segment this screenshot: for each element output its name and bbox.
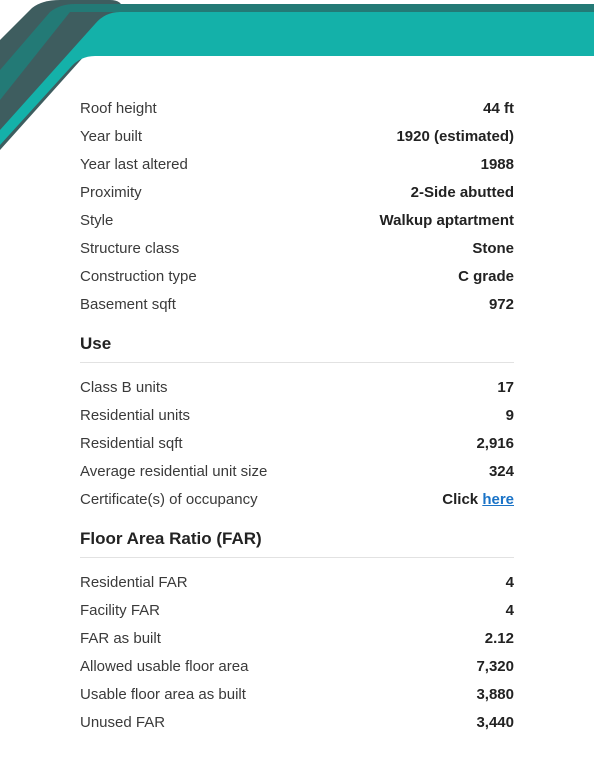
row-label: Residential sqft xyxy=(80,434,183,452)
row-label: Unused FAR xyxy=(80,713,166,731)
row-label: Residential FAR xyxy=(80,573,188,591)
row-label: Certificate(s) of occupancy xyxy=(80,490,258,508)
detail-row-basement-sqft xyxy=(80,290,514,318)
row-label: Residential units xyxy=(80,406,191,424)
detail-row-unused-far xyxy=(80,708,514,736)
detail-row-residential-sqft xyxy=(80,429,514,457)
row-label: Basement sqft xyxy=(80,295,176,313)
row-label: Construction type xyxy=(80,267,197,285)
detail-row-year-last-altered xyxy=(80,150,514,178)
row-label: Roof height xyxy=(80,99,157,117)
use-details-list xyxy=(80,373,514,513)
row-value: 2.12 xyxy=(484,629,514,647)
row-value: 9 xyxy=(505,406,514,424)
building-details-list xyxy=(80,94,514,318)
row-value: Stone xyxy=(472,239,514,257)
click-prefix-text: Click xyxy=(442,490,483,508)
row-value: 972 xyxy=(488,295,514,313)
row-value: 44 ft xyxy=(483,99,514,117)
detail-row-far-as-built xyxy=(80,624,514,652)
detail-row-roof-height xyxy=(80,94,514,122)
row-label: Facility FAR xyxy=(80,601,161,619)
detail-row-facility-far xyxy=(80,596,514,624)
detail-row-class-b-units xyxy=(80,373,514,401)
row-label: Structure class xyxy=(80,239,180,257)
certificate-link[interactable]: here xyxy=(482,490,514,508)
row-value xyxy=(442,491,514,508)
section-title-use: Use xyxy=(80,334,514,363)
row-value: 2,916 xyxy=(476,434,514,452)
property-details xyxy=(80,94,514,736)
row-value: 324 xyxy=(488,462,514,480)
row-value: 1988 xyxy=(480,155,514,173)
row-label: Class B units xyxy=(80,378,168,396)
row-value: 4 xyxy=(505,601,514,619)
detail-row-structure-class xyxy=(80,234,514,262)
row-value: 7,320 xyxy=(476,657,514,675)
row-value: 2-Side abutted xyxy=(410,183,514,201)
row-value: 17 xyxy=(497,378,514,396)
row-value: 1920 (estimated) xyxy=(396,127,514,145)
section-title-far: Floor Area Ratio (FAR) xyxy=(80,529,514,558)
row-label: Allowed usable floor area xyxy=(80,657,249,675)
detail-row-floor-area-as-built xyxy=(80,680,514,708)
detail-row-year-built xyxy=(80,122,514,150)
row-label: Usable floor area as built xyxy=(80,685,246,703)
row-label: Style xyxy=(80,211,114,229)
row-label: Proximity xyxy=(80,183,142,201)
row-value: Walkup aptartment xyxy=(379,211,514,229)
row-label: Average residential unit size xyxy=(80,462,268,480)
detail-row-style xyxy=(80,206,514,234)
row-value: 4 xyxy=(505,573,514,591)
detail-row-residential-far xyxy=(80,568,514,596)
far-details-list xyxy=(80,568,514,736)
row-label: Year last altered xyxy=(80,155,188,173)
row-value: C grade xyxy=(458,267,514,285)
detail-row-average-unit-size xyxy=(80,457,514,485)
detail-row-proximity xyxy=(80,178,514,206)
row-label: FAR as built xyxy=(80,629,161,647)
row-value: 3,880 xyxy=(476,685,514,703)
detail-row-residential-units xyxy=(80,401,514,429)
detail-row-construction-type xyxy=(80,262,514,290)
row-value: 3,440 xyxy=(476,713,514,731)
detail-row-allowed-floor-area xyxy=(80,652,514,680)
detail-row-certificate-of-occupancy xyxy=(80,485,514,513)
row-label: Year built xyxy=(80,127,142,145)
